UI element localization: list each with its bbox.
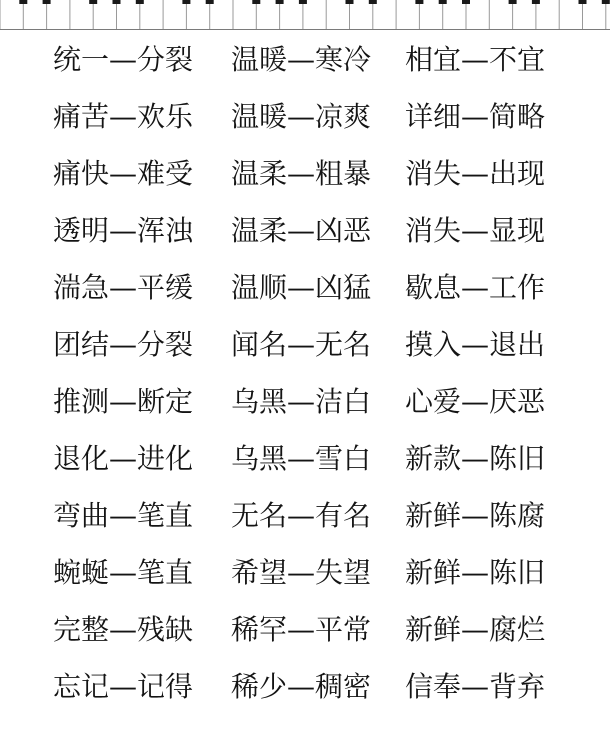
antonym-pair: 忘记—记得 [53, 670, 194, 703]
antonym-pair: 湍急—平缓 [53, 271, 194, 304]
antonym-pair: 透明—浑浊 [53, 214, 194, 247]
black-key [276, 0, 284, 4]
grid-row [0, 203, 610, 260]
antonym-pair: 温暖—寒冷 [231, 43, 372, 76]
antonym-pair: 歇息—工作 [405, 271, 546, 304]
grid-row [0, 146, 610, 203]
black-key [89, 0, 97, 4]
grid-row [0, 431, 610, 488]
antonym-pair: 温暖—凉爽 [231, 100, 372, 133]
antonym-pair: 温柔—凶恶 [231, 214, 372, 247]
antonym-pair: 温柔—粗暴 [231, 157, 372, 190]
antonym-pair: 详细—简略 [405, 100, 546, 133]
grid-row [0, 659, 610, 716]
black-key [182, 0, 190, 4]
antonym-pair: 蜿蜒—笔直 [53, 556, 194, 589]
black-key [19, 0, 27, 4]
grid-row [0, 32, 610, 89]
antonym-pair: 希望—失望 [231, 556, 372, 589]
black-key [299, 0, 307, 4]
antonym-pair: 心爱—厌恶 [405, 385, 546, 418]
grid-row [0, 488, 610, 545]
antonym-pair: 乌黑—雪白 [231, 442, 372, 475]
black-key [346, 0, 354, 4]
black-key [532, 0, 540, 4]
antonym-pair: 统一—分裂 [53, 43, 194, 76]
antonym-pair: 新鲜—陈旧 [405, 556, 546, 589]
piano-keyboard-header [0, 0, 610, 30]
black-key [369, 0, 377, 4]
grid-row [0, 317, 610, 374]
antonym-pair: 新鲜—陈腐 [405, 499, 546, 532]
antonym-pair: 乌黑—洁白 [231, 385, 372, 418]
antonym-pair: 稀少—稠密 [231, 670, 372, 703]
piano-keyboard-graphic [0, 0, 610, 30]
antonym-pair: 信奉—背弃 [405, 670, 546, 703]
antonym-pair: 稀罕—平常 [231, 613, 372, 646]
antonym-pair: 消失—出现 [405, 157, 546, 190]
black-key [602, 0, 610, 4]
black-key [439, 0, 447, 4]
antonym-pair: 弯曲—笔直 [53, 499, 194, 532]
grid-row [0, 260, 610, 317]
antonym-pair: 痛快—难受 [53, 157, 194, 190]
black-key [43, 0, 51, 4]
antonym-pair: 闻名—无名 [231, 328, 372, 361]
antonym-pair: 新款—陈旧 [405, 442, 546, 475]
grid-row [0, 374, 610, 431]
black-key [252, 0, 260, 4]
antonym-pair: 无名—有名 [231, 499, 372, 532]
black-key [509, 0, 517, 4]
antonym-pair: 相宜—不宜 [405, 43, 546, 76]
black-key [415, 0, 423, 4]
antonym-pairs-grid [0, 32, 610, 716]
grid-row [0, 602, 610, 659]
antonym-pair: 团结—分裂 [53, 328, 194, 361]
antonym-pair: 推测—断定 [53, 385, 194, 418]
antonym-pair: 消失—显现 [405, 214, 546, 247]
antonym-pair: 新鲜—腐烂 [405, 613, 546, 646]
black-key [462, 0, 470, 4]
black-key [113, 0, 121, 4]
antonym-pair: 完整—残缺 [53, 613, 194, 646]
black-key [579, 0, 587, 4]
black-key [136, 0, 144, 4]
black-key [206, 0, 214, 4]
antonym-pair: 退化—进化 [53, 442, 194, 475]
antonym-pair: 摸入—退出 [405, 328, 546, 361]
antonym-pair: 痛苦—欢乐 [53, 100, 194, 133]
grid-row [0, 545, 610, 602]
keyboard-background [0, 0, 610, 30]
antonym-pair: 温顺—凶猛 [231, 271, 372, 304]
grid-row [0, 89, 610, 146]
